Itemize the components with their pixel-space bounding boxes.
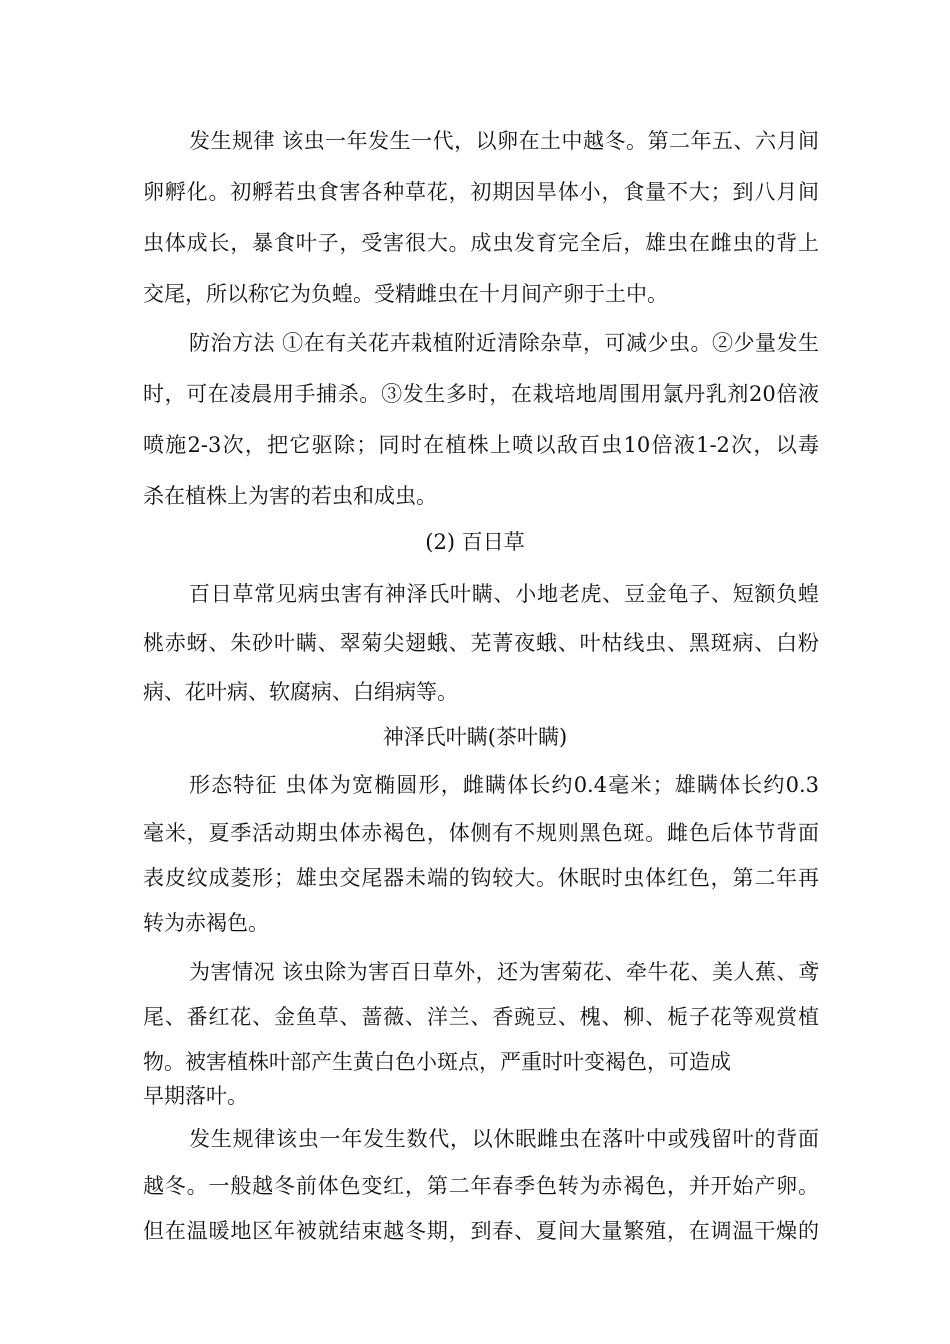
- text-line: 病、花叶病、软腐病、白绢病等。: [143, 680, 458, 704]
- text-line: 越冬。一般越冬前体色变红，第二年春季色转为赤褐色，并开始产卵。: [143, 1174, 819, 1198]
- text-line: 形态特征 虫体为宽椭圆形，雌瞒体长约0.4毫米；雄瞒体长约0.3: [189, 773, 819, 797]
- text-line: 交尾，所以称它为负蝗。受精雌虫在十月间产卵于土中。: [143, 282, 668, 306]
- text-line: 早期落叶。: [143, 1084, 248, 1108]
- text-line: 转为赤褐色。: [143, 911, 269, 935]
- text-line: 卵孵化。初孵若虫食害各种草花，初期因旱体小，食量不大；到八月间: [143, 180, 819, 204]
- text-line: 尾、番红花、金鱼草、蔷薇、洋兰、香豌豆、槐、柳、栀子花等观赏植: [143, 1005, 819, 1029]
- text-line: 杀在植株上为害的若虫和成虫。: [143, 484, 437, 508]
- text-line: 桃赤蚜、朱砂叶瞒、翠菊尖翅蛾、芜菁夜蛾、叶枯线虫、黑斑病、白粉: [143, 631, 819, 655]
- text-line: 物。被害植株叶部产生黄白色小斑点，严重时叶变褐色，可造成: [143, 1050, 731, 1074]
- text-line: 时，可在凌晨用手捕杀。③发生多时，在栽培地周围用氯丹乳剂20倍液: [143, 382, 819, 406]
- text-line: 百日草常见病虫害有神泽氏叶瞒、小地老虎、豆金龟子、短额负蝗: [189, 582, 819, 606]
- text-line: 虫体成长，暴食叶子，受害很大。成虫发育完全后，雄虫在雌虫的背上: [143, 231, 819, 255]
- text-line: 喷施2-3次，把它驱除；同时在植株上喷以敌百虫10倍液1-2次，以毒: [143, 433, 819, 457]
- text-line: 毫米，夏季活动期虫体赤褐色，体侧有不规则黑色斑。雌色后体节背面: [143, 821, 819, 845]
- text-line: 发生规律 该虫一年发生一代，以卵在土中越冬。第二年五、六月间: [189, 129, 819, 153]
- text-line: 但在温暖地区年被就结束越冬期，到春、夏间大量繁殖，在调温干燥的: [143, 1219, 819, 1243]
- text-line: 表皮纹成菱形；雄虫交尾器未端的钩较大。休眠时虫体红色，第二年再: [143, 866, 819, 890]
- section-heading: (2) 百日草: [425, 530, 525, 554]
- subsection-heading: 神泽氏叶瞒(茶叶瞒): [382, 725, 568, 749]
- text-line: 防治方法 ①在有关花卉栽植附近清除杂草，可减少虫。②少量发生: [189, 331, 819, 355]
- text-line: 发生规律该虫一年发生数代，以休眠雌虫在落叶中或残留叶的背面: [189, 1127, 819, 1151]
- text-line: 为害情况 该虫除为害百日草外，还为害菊花、牵牛花、美人蕉、鸢: [189, 960, 819, 984]
